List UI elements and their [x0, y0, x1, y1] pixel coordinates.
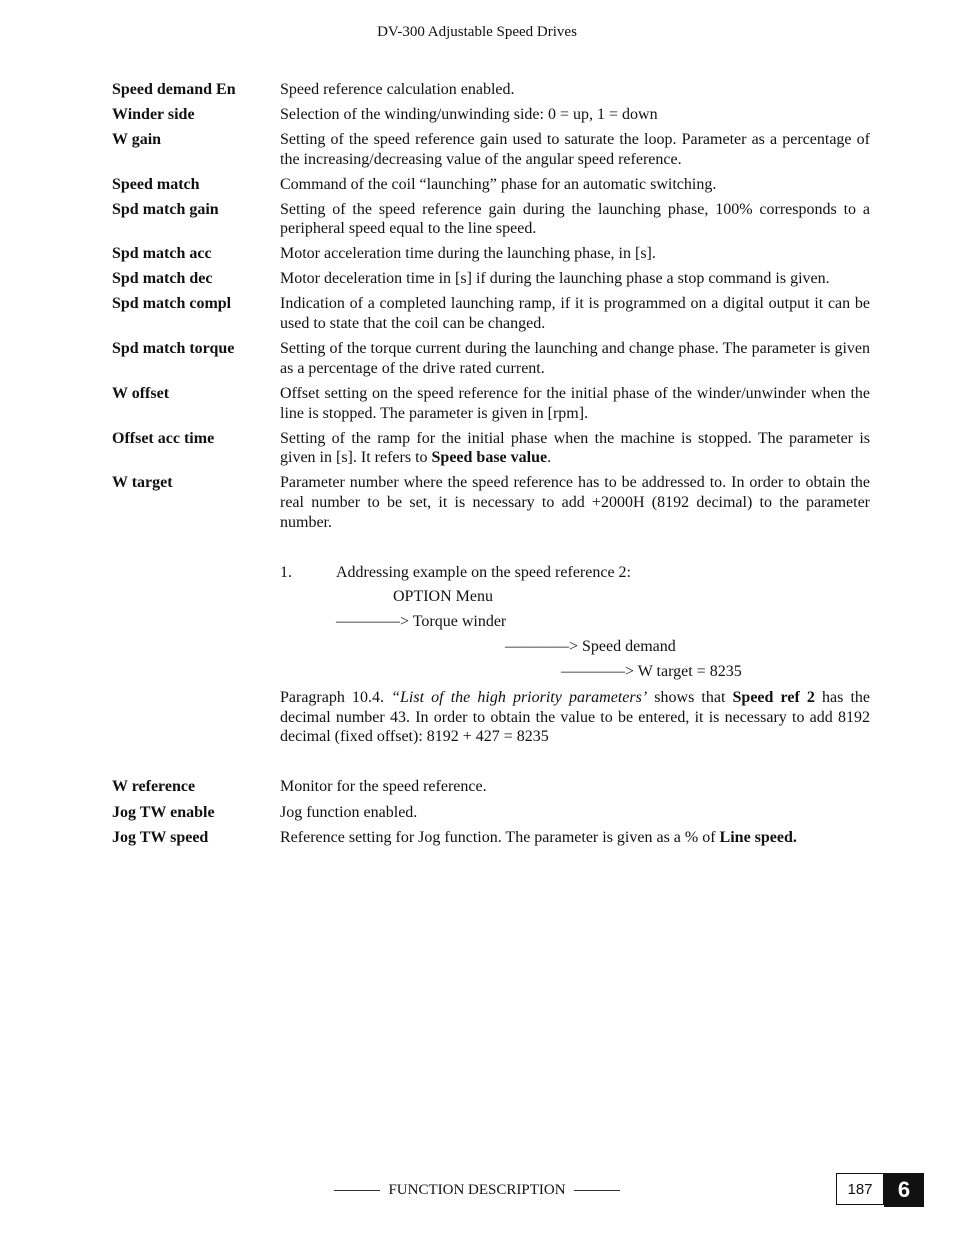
entry-term: Speed demand En	[112, 81, 236, 98]
entry-jog-tw-enable	[112, 803, 870, 823]
entry-desc: Selection of the winding/unwinding side: 0 = up, 1 = down	[280, 106, 658, 123]
page-number: 187	[836, 1173, 884, 1205]
entry-term: Spd match dec	[112, 270, 213, 288]
example-item	[280, 563, 870, 583]
entry-desc: Command of the coil “launching” phase for an automatic switching.	[280, 175, 717, 193]
footer-rule-left	[334, 1190, 380, 1191]
entry-desc: Monitor for the speed reference.	[280, 778, 487, 795]
desc-text: .	[547, 449, 552, 467]
example-intro: Addressing example on the speed reference 2:	[336, 564, 631, 581]
entry-term: Winder side	[112, 106, 195, 123]
example-step-speed-demand: ————> Speed demand	[505, 638, 676, 655]
entry-spd-match-dec	[112, 269, 870, 289]
entry-desc: Setting of the speed reference gain used to saturate the loop. Parameter as a percentage of the increasing/decreasing value of the angular speed reference.	[280, 131, 870, 168]
entry-term: Spd match compl	[112, 295, 232, 313]
entry-term: W offset	[112, 384, 170, 402]
desc-text: Setting of the ramp for the initial phase when the machine is stopped. The parameter is given in [s]. It refers to	[280, 429, 870, 467]
desc-param-ref: Speed base value	[431, 449, 548, 467]
entry-spd-match-gain	[112, 200, 870, 239]
entry-term: Spd match gain	[112, 200, 219, 218]
example-step-torque-winder: ————> Torque winder	[336, 613, 507, 630]
para-param-name: Speed ref 2	[732, 689, 815, 706]
entry-desc: Offset setting on the speed reference for the initial phase of the winder/unwinder when the line is stopped. The parameter is given in [rpm].	[280, 384, 870, 422]
entry-term: Spd match acc	[112, 245, 212, 263]
entry-speed-demand-en	[112, 80, 870, 100]
entry-desc: Jog function enabled.	[280, 803, 418, 821]
entry-desc: Setting of the torque current during the launching and change phase. The parameter is given as a percentage of the drive rated current.	[280, 340, 870, 377]
entry-desc: Setting of the speed reference gain during the launching phase, 100% corresponds to a peripheral speed equal to the line speed.	[280, 200, 870, 238]
para-reference-title: “List of the high priority parameters’	[391, 689, 648, 706]
entry-desc	[280, 828, 870, 848]
footer-rule-right	[574, 1190, 620, 1191]
example-number: 1.	[280, 564, 292, 581]
entry-term: Offset acc time	[112, 429, 215, 447]
para-text: has the decimal number 43. In order to obtain the value to be entered, it is necessary to add 8192 decimal (fixed offset): 8192 + 427 = 8235	[280, 689, 871, 746]
desc-text: Reference setting for Jog function. The parameter is given as a % of	[280, 829, 720, 847]
entry-w-target	[112, 473, 870, 532]
entry-jog-tw-speed	[112, 828, 870, 848]
entry-w-offset	[112, 384, 870, 423]
entry-term: Speed match	[112, 175, 200, 193]
entry-spd-match-acc	[112, 244, 870, 264]
entry-desc: Motor acceleration time during the launching phase, in [s].	[280, 245, 656, 263]
parameter-list-lower	[112, 777, 870, 854]
entry-spd-match-compl	[112, 294, 870, 333]
entry-spd-match-torque	[112, 339, 870, 378]
para-text: Paragraph 10.4.	[280, 689, 392, 706]
parameter-list	[112, 80, 870, 532]
entry-desc: Indication of a completed launching ramp, if it is programmed on a digital output it can be used to state that the coil can be changed.	[280, 295, 870, 333]
entry-term: W gain	[112, 131, 162, 148]
entry-w-reference	[112, 777, 870, 797]
entry-desc: Parameter number where the speed reference has to be addressed to. In order to obtain the real number to be set, it is necessary to add +2000H (8192 decimal) to the parameter number.	[280, 474, 870, 531]
entry-term: W target	[112, 474, 173, 492]
example-menu: OPTION Menu	[393, 588, 493, 605]
footer-section-title: FUNCTION DESCRIPTION	[388, 1182, 566, 1198]
desc-param-ref: Line speed.	[719, 829, 797, 847]
entry-term: W reference	[112, 778, 196, 795]
para-text: shows that	[647, 689, 733, 706]
example-step-w-target: ————> W target = 8235	[561, 663, 742, 680]
entry-offset-acc-time	[112, 429, 870, 468]
entry-winder-side	[112, 105, 870, 125]
entry-speed-match	[112, 175, 870, 195]
entry-term: Spd match torque	[112, 340, 235, 358]
page-footer	[0, 1182, 954, 1199]
entry-desc: Motor deceleration time in [s] if during the launching phase a stop command is given.	[280, 270, 830, 288]
entry-desc	[280, 429, 870, 468]
chapter-tab: 6	[884, 1173, 924, 1207]
entry-term: Jog TW speed	[112, 829, 209, 847]
entry-w-gain	[112, 130, 870, 169]
example-paragraph	[280, 688, 870, 747]
entry-desc: Speed reference calculation enabled.	[280, 81, 515, 98]
entry-term: Jog TW enable	[112, 803, 215, 821]
page-header: DV-300 Adjustable Speed Drives	[377, 24, 577, 40]
